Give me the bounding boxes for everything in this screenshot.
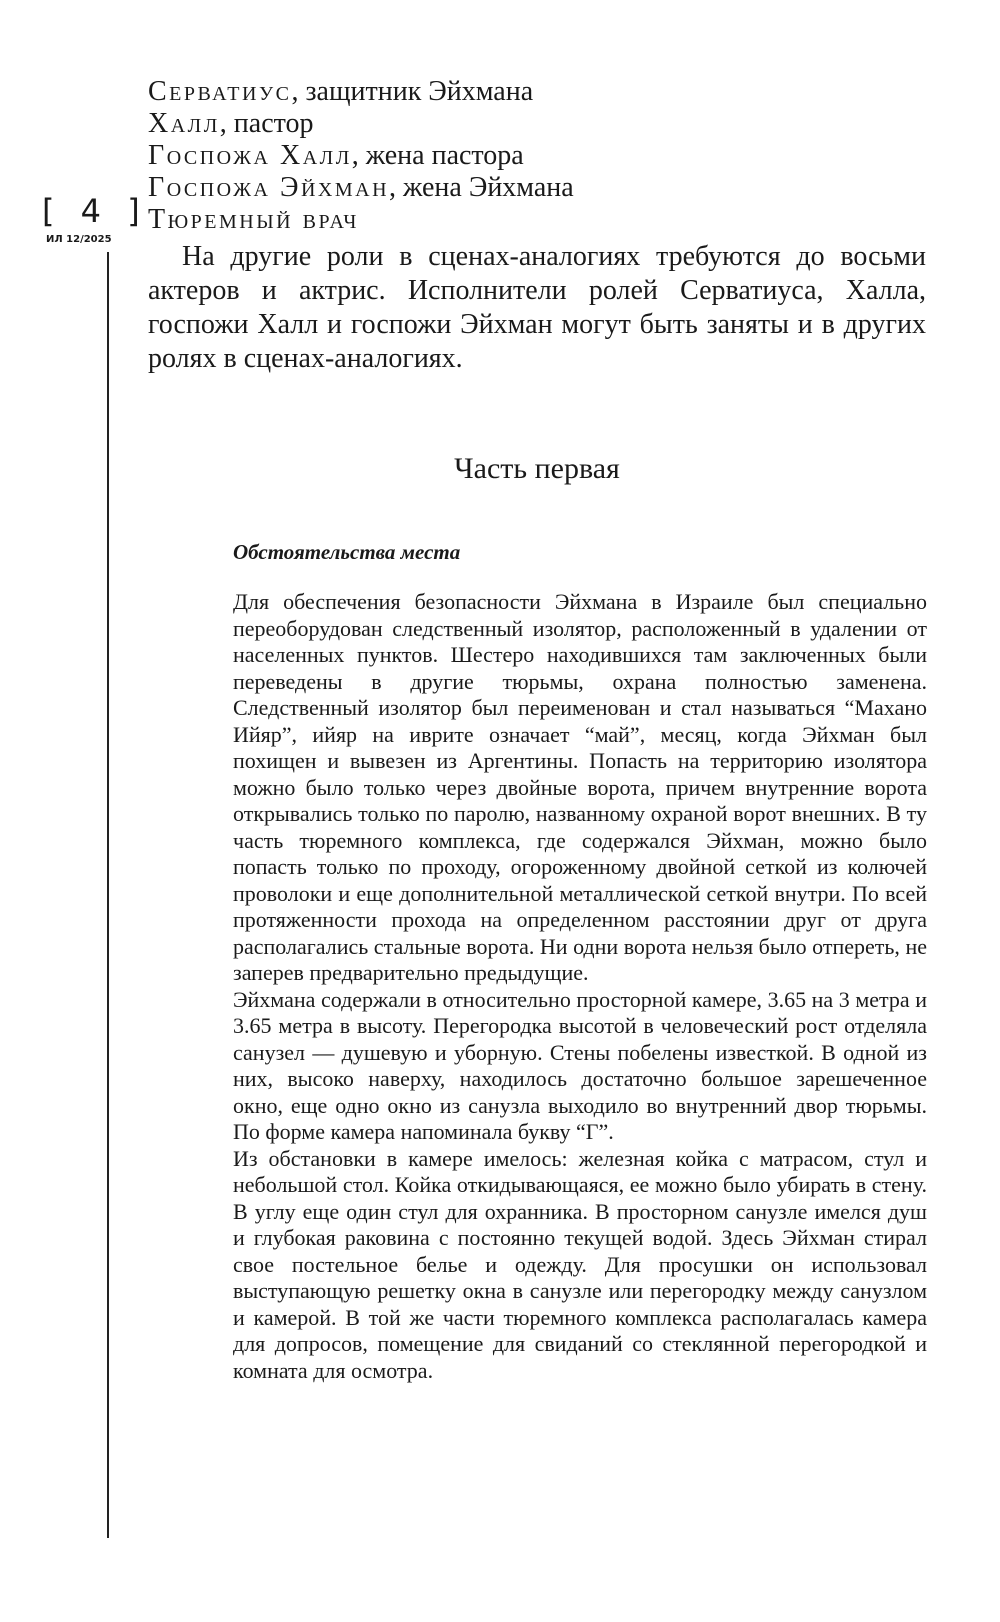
part-title: Часть первая xyxy=(454,452,620,485)
page-number: [ 4 ] xyxy=(42,192,148,230)
cast-name: Госпожа Эйхман xyxy=(148,172,390,203)
journal-issue-label: ИЛ 12/2025 xyxy=(46,234,112,245)
section-heading: Обстоятельства места xyxy=(233,540,461,564)
paragraph: Эйхмана содержали в относительно просторной камере, 3.65 на 3 метра и 3.65 метра в высоту. Перегородка высотой в человеческий рост отделяла санузел — душевую и уборную. Стены побелены известкой. В одной из них, высоко наверху, находилось достаточно большое зарешеченное окно, еще одно окно из санузла выходило во внутренний двор тюрьмы. По форме камера напоминала букву “Г”. xyxy=(233,986,927,1144)
cast-name: Халл xyxy=(148,108,220,139)
paragraph: Для обеспечения безопасности Эйхмана в Израиле был специально переоборудован следственный изолятор, расположенный в удалении от населенных пунктов. Шестеро находившихся там заключенных были переведены в другие тюрьмы, охрана полностью заменена. Следственный изолятор был переименован и стал называться “Махано Ийяр”, ийяр на иврите означает “май”, месяц, когда Эйхман был похищен и вывезен из Аргентины. Попасть на территорию изолятора можно было только через двойные ворота, причем внутренние ворота открывались только по паролю, названному охраной ворот внешних. В ту часть тюремного комплекса, где содержался Эйхман, можно было попасть только по проходу, огороженному двойной сеткой из колючей проволоки и еще дополнительной металлической сеткой внутри. По всей протяженности прохода на определенном расстоянии друг от друга располагались стальные ворота. Ни одни ворота нельзя было отпереть, не заперев предварительно предыдущие. xyxy=(233,589,927,985)
cast-description: , защитник Эйхмана xyxy=(291,76,534,107)
cast-description: , жена Эйхмана xyxy=(389,172,574,203)
cast-entry xyxy=(148,76,928,108)
cast-entry xyxy=(148,204,928,236)
cast-entry xyxy=(148,172,928,204)
cast-entry xyxy=(148,140,928,172)
paragraph: Из обстановки в камере имелось: железная койка с матрасом, стул и небольшой стол. Койка откидывающаяся, ее можно было убирать в стену. В углу еще один стул для охранника. В просторном санузле имелся душ и глубокая раковина с постоянно текущей водой. Здесь Эйхман стирал свое постельное белье и одежду. Для просушки он использовал выступающую решетку окна в санузле или перегородку между санузлом и камерой. В той же части тюремного комплекса располагалась камера для допросов, помещение для свиданий со стеклянной перегородкой и комната для осмотра. xyxy=(233,1145,927,1383)
cast-name: Госпожа Халл xyxy=(148,140,352,171)
body-text xyxy=(233,589,927,1384)
cast-description: , пастор xyxy=(219,108,314,139)
cast-name: Серватиус xyxy=(148,76,292,107)
cast-entry xyxy=(148,108,928,140)
cast-name: Тюремный врач xyxy=(148,204,359,235)
cast-note: На другие роли в сценах-аналогиях требуются до восьми актеров и актрис. Исполнители ролей Серватиуса, Халла, госпожи Халл и госпожи Эйхман могут быть заняты и в других ролях в сценах-аналогиях. xyxy=(148,241,926,374)
margin-rule xyxy=(107,252,109,1538)
cast-description: , жена пастора xyxy=(351,140,524,171)
cast-list xyxy=(148,76,928,236)
